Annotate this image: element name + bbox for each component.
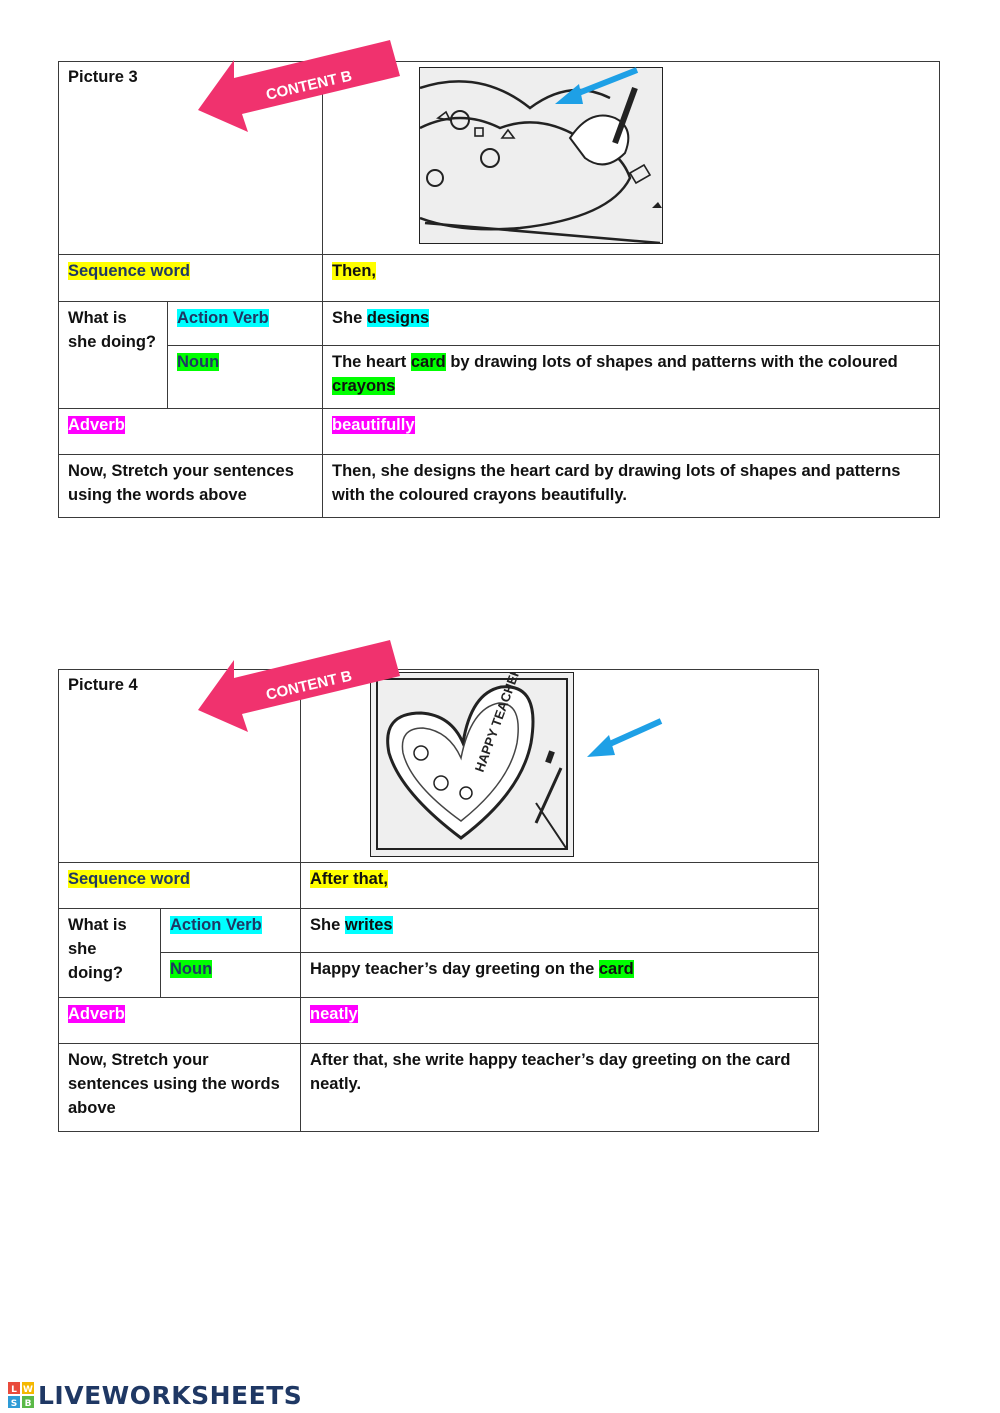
picture-4-sequence-label: Sequence word <box>59 863 301 909</box>
picture-3-question-label: What is she doing? <box>59 302 168 409</box>
svg-text:B: B <box>24 1399 32 1408</box>
svg-text:S: S <box>10 1399 18 1408</box>
picture-3-stretch-label: Now, Stretch your sentences using the words above <box>59 455 323 518</box>
card-text: HAPPY TEACHER'S <box>471 673 528 775</box>
picture-3-sequence-label: Sequence word <box>59 255 323 302</box>
picture-3-sequence-value: Then, <box>323 255 940 302</box>
picture-3-noun-label: Noun <box>168 346 323 409</box>
picture-4-stretch-label: Now, Stretch your sentences using the words above <box>59 1044 301 1132</box>
picture-3-image-cell <box>323 62 940 255</box>
picture-3-title: Picture 3 <box>59 62 323 255</box>
picture-4-action-value: She writes <box>301 909 819 953</box>
content-b-banner-arrow-2 <box>190 638 405 738</box>
picture-4-adverb-value: neatly <box>301 998 819 1044</box>
picture-4-question-label: What is she doing? <box>59 909 161 998</box>
picture-4-action-label: Action Verb <box>161 909 301 953</box>
blue-arrow-icon-2 <box>581 715 671 765</box>
liveworksheets-logo-icon <box>8 1382 34 1408</box>
picture-4-title: Picture 4 <box>59 670 301 863</box>
picture-4-stretch-value[interactable]: After that, she write happy teacher’s day greeting on the card neatly. <box>301 1044 819 1132</box>
picture-4-table <box>58 669 819 1132</box>
picture-4-sequence-value: After that, <box>301 863 819 909</box>
picture-3-action-label: Action Verb <box>168 302 323 346</box>
blue-arrow-icon <box>549 64 649 114</box>
picture-3-stretch-value[interactable]: Then, she designs the heart card by drawing lots of shapes and patterns with the coloured crayons beautifully. <box>323 455 940 518</box>
footer-brand: LIVEWORKSHEETS <box>38 1380 303 1410</box>
picture-3-adverb-value: beautifully <box>323 409 940 455</box>
picture-4-noun-label: Noun <box>161 953 301 998</box>
banner-label: CONTENT B <box>264 67 354 104</box>
picture-4-noun-value: Happy teacher’s day greeting on the card <box>301 953 819 998</box>
content-b-banner-arrow <box>190 38 405 138</box>
picture-3-noun-value: The heart card by drawing lots of shapes and patterns with the coloured crayons <box>323 346 940 409</box>
picture-3-action-value: She designs <box>323 302 940 346</box>
banner-label-2: CONTENT B <box>264 667 354 704</box>
svg-text:L: L <box>11 1385 17 1395</box>
picture-3-adverb-label: Adverb <box>59 409 323 455</box>
liveworksheets-logo[interactable] <box>8 1378 302 1412</box>
svg-text:W: W <box>23 1385 33 1395</box>
picture-4-adverb-label: Adverb <box>59 998 301 1044</box>
